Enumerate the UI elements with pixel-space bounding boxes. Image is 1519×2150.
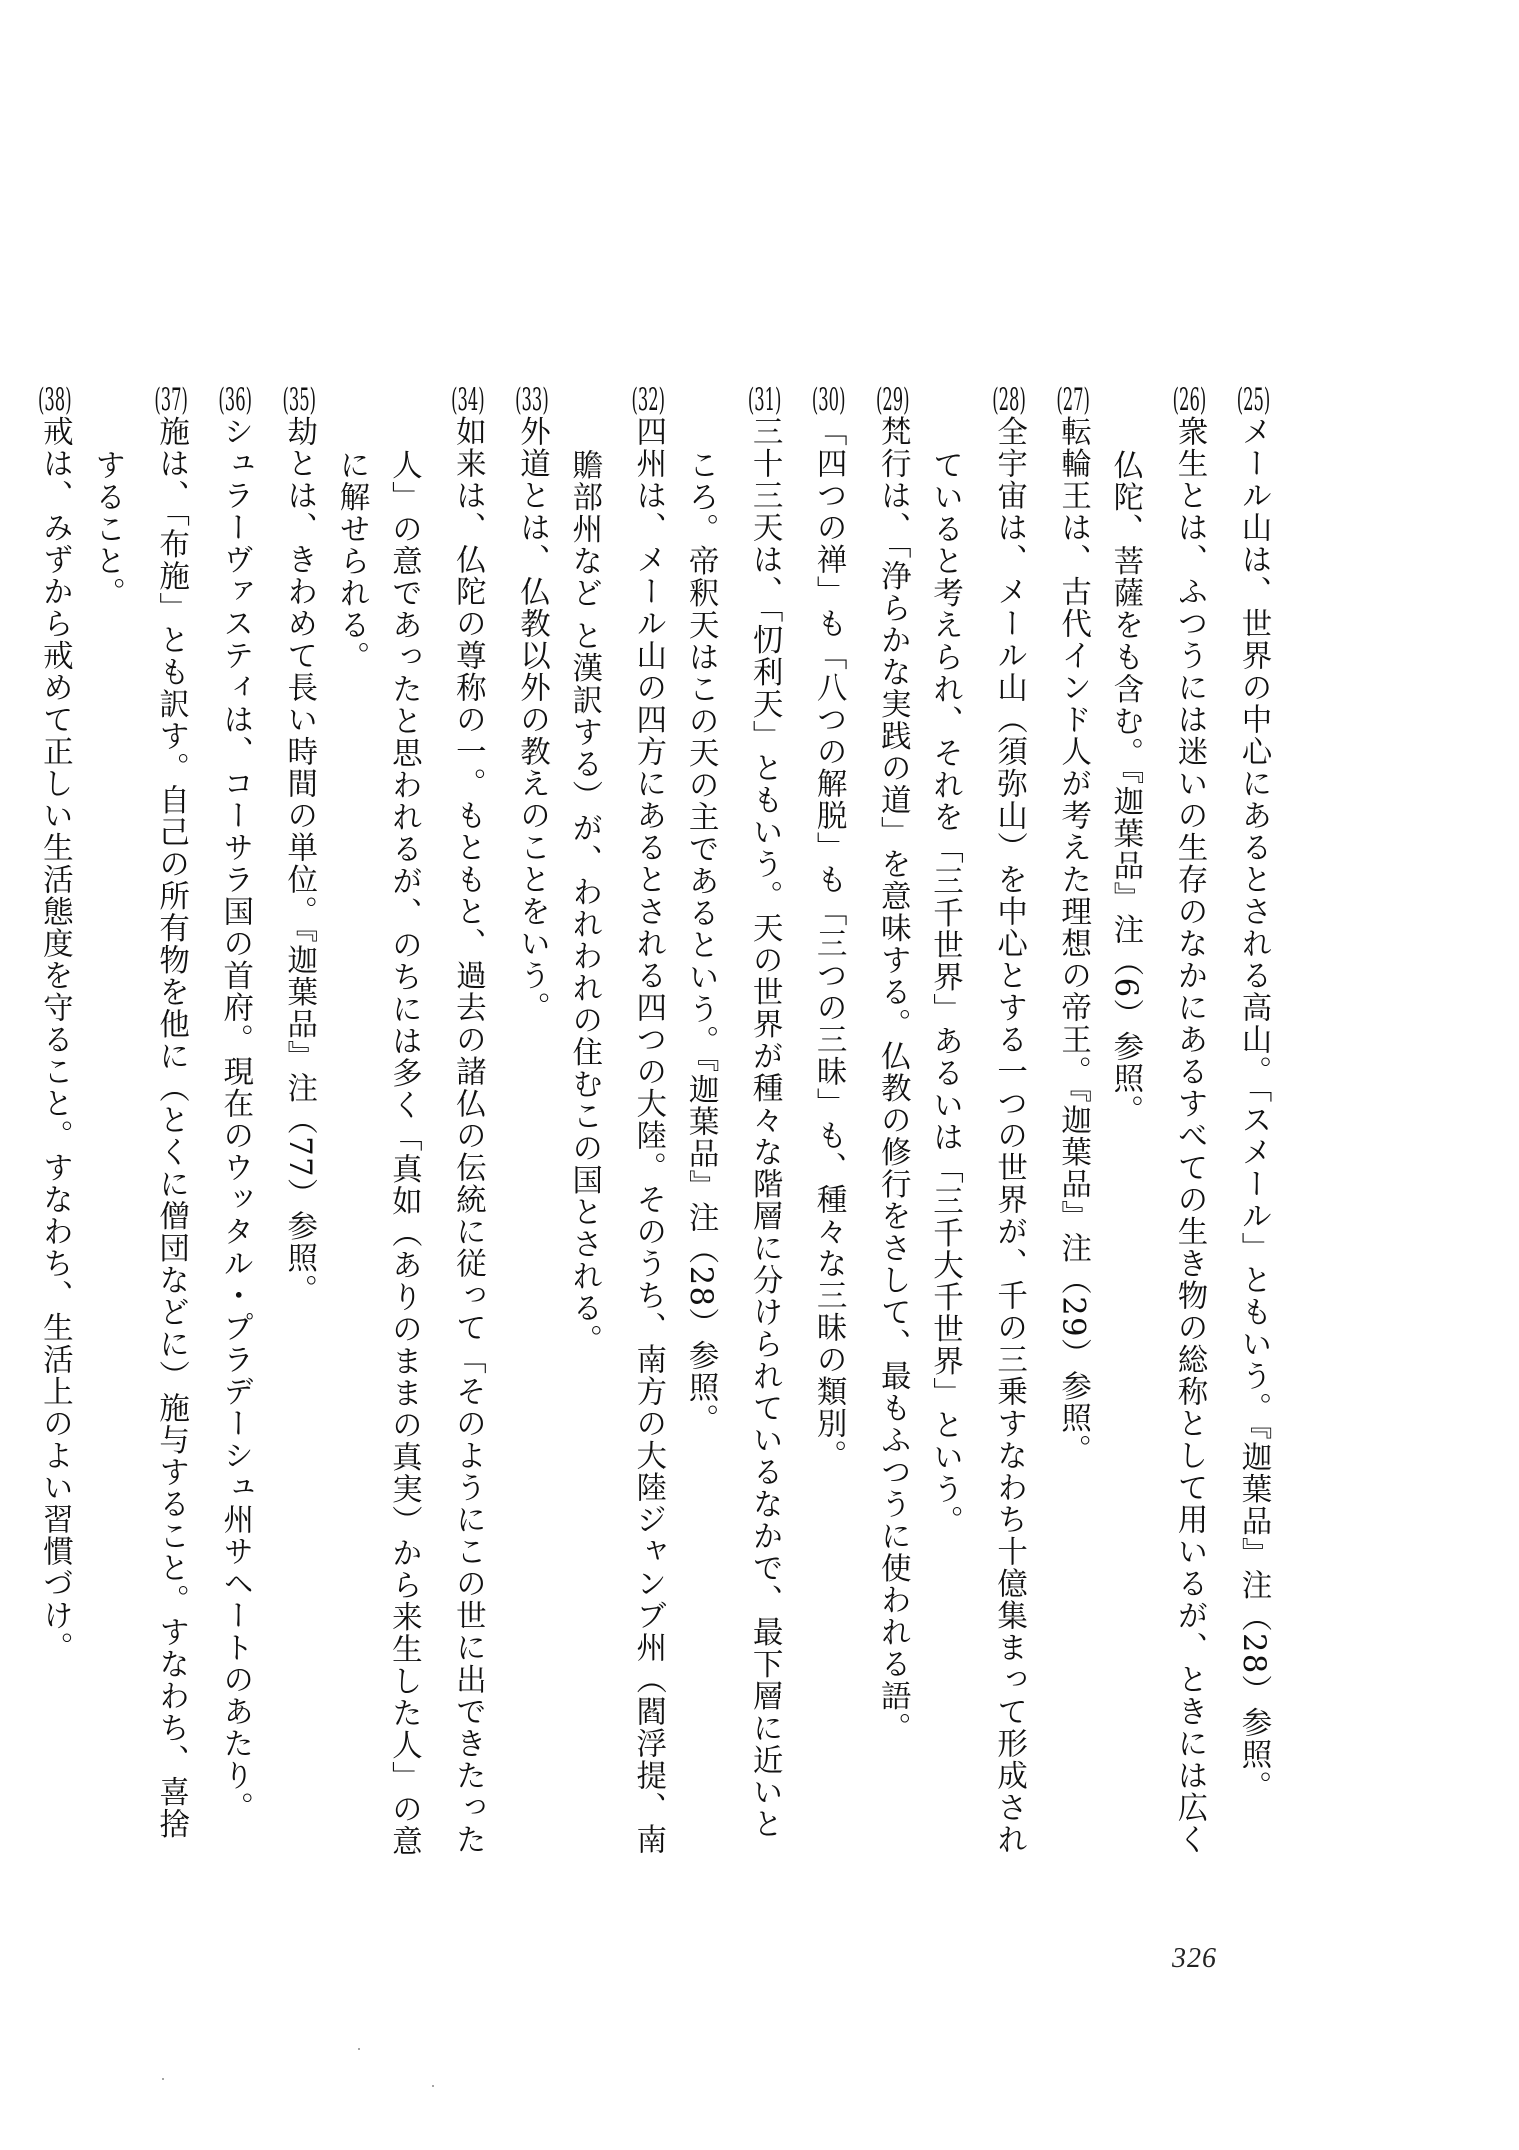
note-number: (30) [811, 385, 846, 416]
note-number: (32) [631, 385, 666, 416]
note-text: 「四つの禅」も「八つの解脱」も「三つの三昧」も、種々な三昧の類別。 [811, 415, 847, 1472]
note-32 [557, 385, 673, 1865]
note-number: (28) [992, 385, 1026, 416]
note-27 [1035, 385, 1099, 1865]
note-text: 全宇宙は、メール山（須弥山）を中心とする一つの世界が、千の三乗すなわち十億集まって形成されていると考えられ、それを「三千世界」あるいは「三千大千世界」という。 [927, 415, 1027, 1856]
note-text: 転輪王は、古代インド人が考えた理想の帝王。『迦葉品』注（29）参照。 [1055, 415, 1091, 1467]
notes-column-block [16, 385, 1279, 1865]
note-number: (38) [38, 385, 72, 416]
note-number: (34) [451, 385, 485, 416]
note-text: 衆生とは、ふつうには迷いの生存のなかにあるすべての生き物の総称として用いるが、ときには広く仏陀、菩薩をも含む。『迦葉品』注（6）参照。 [1107, 415, 1207, 1856]
scan-speck [162, 2078, 164, 2080]
note-36 [197, 385, 261, 1865]
note-number: (37) [154, 385, 188, 416]
note-number: (26) [1172, 385, 1207, 416]
note-33 [493, 385, 557, 1865]
note-text: シュラーヴァスティは、コーサラ国の首府。現在のウッタル・プラデーシュ州サヘートのあたり。 [217, 415, 253, 1824]
note-26 [1099, 385, 1215, 1865]
note-text: 外道とは、仏教以外の教えのことをいう。 [514, 415, 550, 1024]
page-number: 326 [1172, 1943, 1217, 1974]
note-number: (27) [1056, 385, 1090, 416]
note-29 [854, 385, 918, 1865]
note-text: 劫とは、きわめて長い時間の単位。『迦葉品』注（77）参照。 [281, 415, 317, 1307]
note-28 [918, 385, 1034, 1865]
note-31 [674, 385, 790, 1865]
note-35 [261, 385, 325, 1865]
note-number: (25) [1236, 385, 1271, 416]
note-text: 梵行は、「浄らかな実践の道」を意味する。仏教の修行をさして、最もふつうに使われる語。 [875, 415, 911, 1745]
note-number: (31) [747, 385, 782, 416]
note-text: 四州は、メール山の四方にあるとされる四つの大陸。そのうち、南方の大陸ジャンブ州（閻浮提、南贍部州など と漢訳する）が、われわれの住むこの国とされる。 [566, 415, 666, 1856]
note-number: (33) [515, 385, 549, 416]
note-text: 如来は、仏陀の尊称の一。もともと、過去の諸仏の伝統に従って「そのようにこの世に出できたった人」の意であったと思われるが、のちには多く「真如（ありのままの真実）から来生した人」の意に解せられる。 [334, 415, 486, 1858]
note-text: メール山は、世界の中心にあるとされる高山。「スメール」ともいう。『迦葉品』注（28）参照。 [1236, 415, 1271, 1803]
note-number: (35) [282, 385, 317, 416]
scan-speck [358, 2048, 360, 2050]
scan-speck [432, 2085, 434, 2087]
note-text: 施は、「布施」とも訳す。自己の所有物を他に（とくに僧団などに）施与すること。すなわち、喜捨すること。 [89, 415, 189, 1841]
note-37 [80, 385, 196, 1865]
note-34 [325, 385, 494, 1865]
note-text: 三十三天は、「忉利天」ともいう。天の世界が種々な階層に分けられているなかで、最下層に近いところ。帝釈天はこの天の主であるという。『迦葉品』注（28）参照。 [683, 415, 783, 1841]
note-38 [16, 385, 80, 1865]
note-number: (29) [875, 385, 910, 416]
note-30 [790, 385, 854, 1865]
note-number: (36) [218, 385, 252, 416]
note-text: 戒は、みずから戒めて正しい生活態度を守ること。すなわち、生活上のよい習慣づけ。 [37, 415, 73, 1664]
note-25 [1215, 385, 1279, 1865]
